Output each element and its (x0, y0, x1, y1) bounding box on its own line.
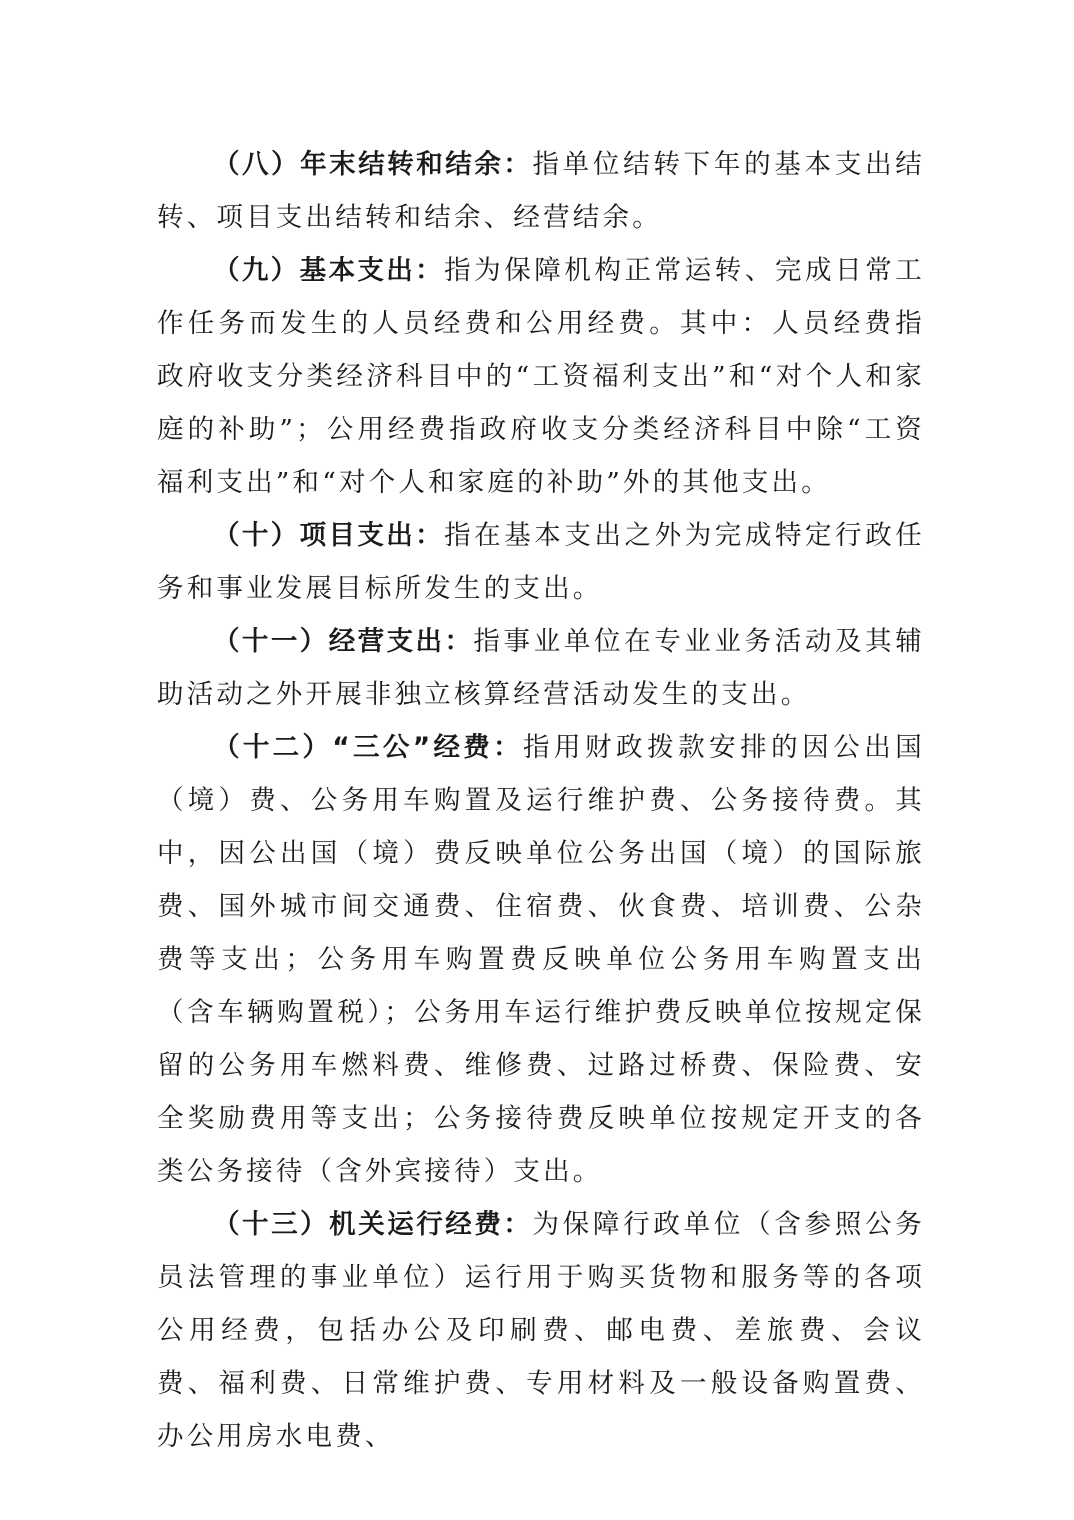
term-heading: （十一）经营支出： (213, 626, 474, 657)
term-heading: （九）基本支出： (213, 255, 445, 286)
paragraph-three-public-expenses (157, 721, 925, 1198)
paragraph-text: 指事业单位在专业业务活动及其辅助活动之外开展非独立核算经营活动发生的支出。 (157, 626, 926, 710)
term-heading: （十二）“三公”经费： (213, 732, 523, 763)
paragraph-basic-expenditure (157, 244, 925, 509)
term-heading: （八）年末结转和结余： (213, 149, 533, 180)
term-heading: （十三）机关运行经费： (213, 1209, 533, 1240)
paragraph-text: 指单位结转下年的基本支出结转、项目支出结转和结余、经营结余。 (157, 149, 926, 233)
term-heading: （十）项目支出： (213, 520, 445, 551)
paragraph-text: 指在基本支出之外为完成特定行政任务和事业发展目标所发生的支出。 (157, 520, 925, 604)
paragraph-operating-expenditure (157, 615, 925, 721)
paragraph-text: 为保障行政单位（含参照公务员法管理的事业单位）运行用于购买货物和服务等的各项公用经费，包括办公及印刷费、邮电费、差旅费、会议费、福利费、日常维护费、专用材料及一般设备购置费、办公用房水电费、 (157, 1209, 926, 1452)
document-body (157, 138, 925, 1463)
paragraph-project-expenditure (157, 509, 925, 615)
paragraph-agency-operating-costs (157, 1198, 925, 1463)
paragraph-text: 指用财政拨款安排的因公出国（境）费、公务用车购置及运行维护费、公务接待费。其中，因公出国（境）费反映单位公务出国（境）的国际旅费、国外城市间交通费、住宿费、伙食费、培训费、公杂费等支出；公务用车购置费反映单位公务用车购置支出（含车辆购置税）；公务用车运行维护费反映单位按规定保留的公务用车燃料费、维修费、过路过桥费、保险费、安全奖励费用等支出；公务接待费反映单位按规定开支的各类公务接待（含外宾接待）支出。 (157, 732, 925, 1187)
paragraph-text: 指为保障机构正常运转、完成日常工作任务而发生的人员经费和公用经费。其中：人员经费指政府收支分类经济科目中的“工资福利支出”和“对个人和家庭的补助”；公用经费指政府收支分类经济科目中除“工资福利支出”和“对个人和家庭的补助”外的其他支出。 (157, 255, 925, 498)
paragraph-year-end-carryover (157, 138, 925, 244)
